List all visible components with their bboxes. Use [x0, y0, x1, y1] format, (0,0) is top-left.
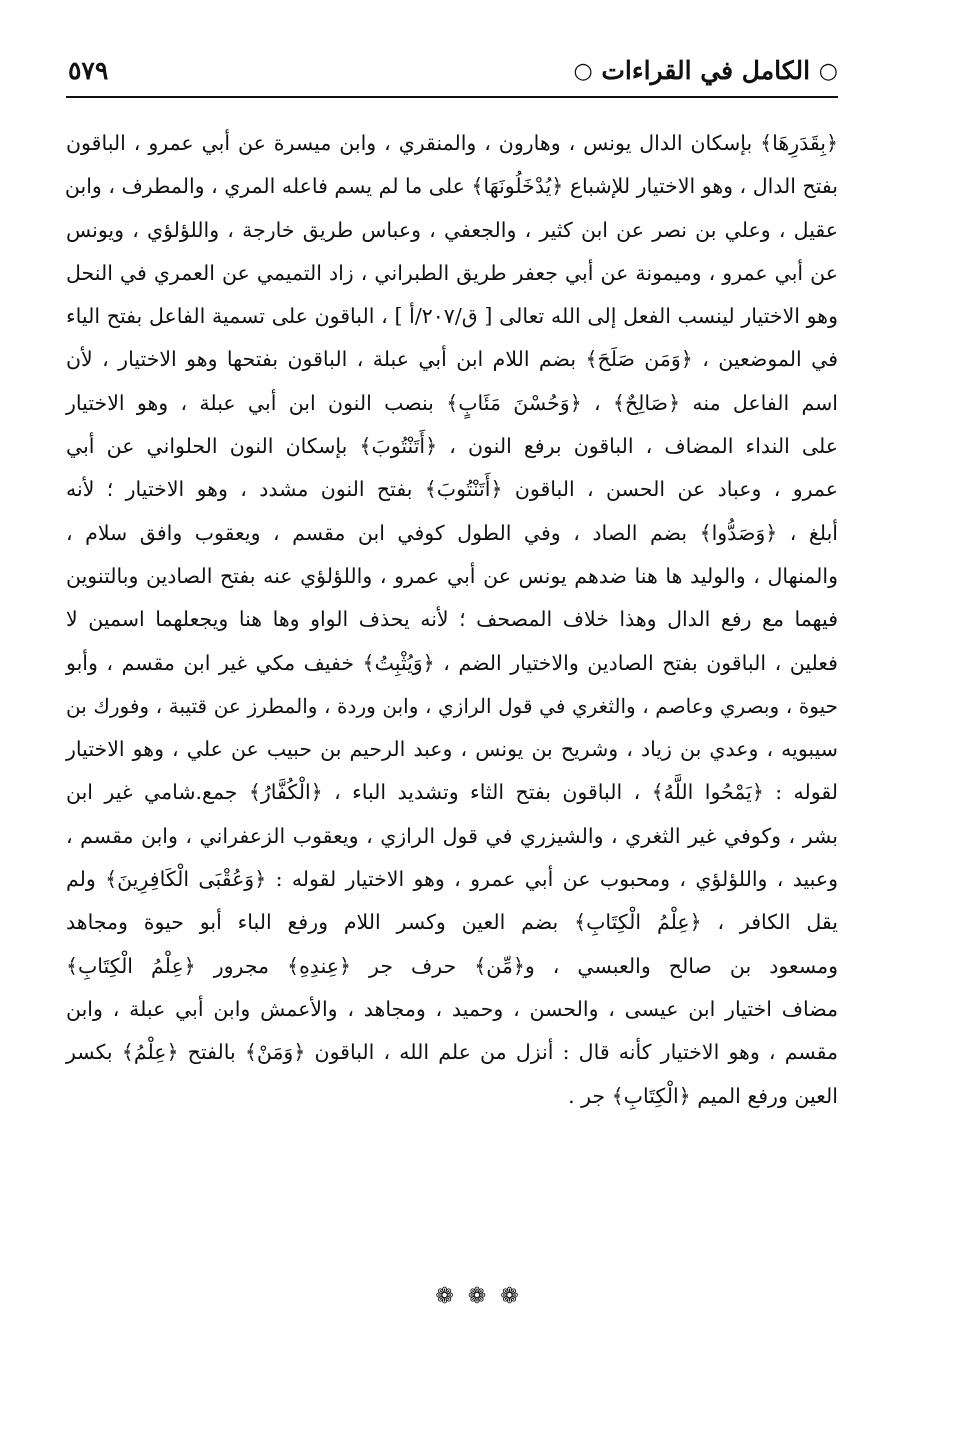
- section-end-ornament-icon: ❁❁❁: [435, 1284, 533, 1309]
- text-line: لقوله : ﴿يَمْحُوا اللَّهُ﴾ ، الباقون بفتح الثاء وتشديد الباء ، ﴿الْكُفَّارُ﴾ جمع.شامي غير ابن: [66, 780, 838, 805]
- running-header: [66, 48, 838, 98]
- text-line: وعبيد ، واللؤلؤي ، ومحبوب عن أبي عمرو ، وهو الاختيار لقوله : ﴿وَعُقْبَى الْكَافِرِينَ﴾ ولم: [66, 867, 838, 892]
- text-line: مضاف اختيار ابن عيسى ، والحسن ، وحميد ، ومجاهد ، والأعمش وابن أبي عبلة ، وابن: [66, 996, 838, 1021]
- main-text: [66, 122, 838, 1118]
- ring-ornament-icon: ○: [818, 59, 838, 84]
- text-line: والمنهال ، والوليد ها هنا ضدهم يونس عن أبي عمرو ، واللؤلؤي عنه بفتح الصادين وبالتنوين: [66, 563, 838, 588]
- page-number: ٥٧٩: [68, 56, 109, 85]
- text-line: ﴿بِقَدَرِهَا﴾ بإسكان الدال يونس ، وهارون ، والمنقري ، وابن ميسرة عن أبي عمرو ، الباقون: [66, 131, 838, 155]
- text-line-last: العين ورفع الميم ﴿الْكِتَابِ﴾ جر .: [568, 1083, 838, 1108]
- text-line: اسم الفاعل منه ﴿صَالِحٌ﴾ ، ﴿وَحُسْنَ مَئَابٍ﴾ بنصب النون ابن أبي عبلة ، وهو الاختيار: [66, 390, 838, 415]
- text-line: حيوة ، وبصري وعاصم ، والثغري في قول الرازي ، وابن وردة ، والمطرز عن قتيبة ، وفورك بن: [66, 693, 838, 718]
- text-line: عقيل ، وعلي بن نصر عن ابن كثير ، والجعفي ، وعباس طريق خارجة ، واللؤلؤي ، ويونس: [66, 217, 838, 242]
- text-line: فيهما مع رفع الدال وهذا خلاف المصحف ؛ لأنه يحذف الواو وها هنا ويجعلهما اسمين لا: [66, 607, 838, 632]
- text-line: بفتح الدال ، وهو الاختيار للإشباع ﴿يُدْخَلُونَهَا﴾ على ما لم يسم فاعله المري ، والمطرف ، وابن: [64, 174, 838, 199]
- text-line: عمرو ، وعباد عن الحسن ، الباقون ﴿أَتَنْتُوبَ﴾ بفتح النون مشدد ، وهو الاختيار ؛ لأنه: [66, 477, 838, 502]
- ring-ornament-icon: ○: [573, 59, 593, 84]
- text-line: على النداء المضاف ، الباقون برفع النون ، ﴿أَتَنْتُوبَ﴾ بإسكان النون الحلواني عن أبي: [66, 434, 838, 459]
- text-line: ومسعود بن صالح والعبسي ، و﴿مِّن﴾ حرف جر ﴿عِندِهِ﴾ مجرور ﴿عِلْمُ الْكِتَابِ﴾: [66, 953, 838, 978]
- text-line: يقل الكافر ، ﴿عِلْمُ الْكِتَابِ﴾ بضم العين وكسر اللام ورفع الباء أبو حيوة ومجاهد: [66, 910, 838, 935]
- text-line: عن أبي عمرو ، وميمونة عن أبي جعفر طريق الطبراني ، زاد التميمي عن العمري في النحل: [66, 260, 838, 285]
- text-line: أبلغ ، ﴿وَصَدُّوا﴾ بضم الصاد ، وفي الطول كوفي ابن مقسم ، ويعقوب وافق سلام ،: [66, 520, 838, 545]
- text-line: بشر ، وكوفي غير الثغري ، والشيزري في قول الرازي ، ويعقوب الزعفراني ، وابن مقسم ،: [66, 823, 838, 848]
- text-line: مقسم ، وهو الاختيار كأنه قال : أنزل من علم الله ، الباقون ﴿وَمَنْ﴾ بالفتح ﴿عِلْمُ﴾ بكسر: [66, 1040, 838, 1065]
- text-line: سيبويه ، وعدي بن زياد ، وشريح بن يونس ، وعبد الرحيم بن حبيب عن علي ، وهو الاختيار: [66, 737, 838, 762]
- book-title: [573, 56, 838, 85]
- book-title-text: الكامل في القراءات: [601, 56, 811, 85]
- text-line: فعلين ، الباقون بفتح الصادين والاختيار الضم ، ﴿وَيُثْبِتُ﴾ خفيف مكي غير ابن مقسم ، وأبو: [66, 650, 838, 675]
- text-line: في الموضعين ، ﴿وَمَن صَلَحَ﴾ بضم اللام ابن أبي عبلة ، الباقون بفتحها وهو الاختيار ، لأن: [66, 347, 838, 372]
- text-line: وهو الاختيار لينسب الفعل إلى الله تعالى [ ق/٢٠٧/أ ] ، الباقون على تسمية الفاعل بفتح الياء: [66, 304, 838, 329]
